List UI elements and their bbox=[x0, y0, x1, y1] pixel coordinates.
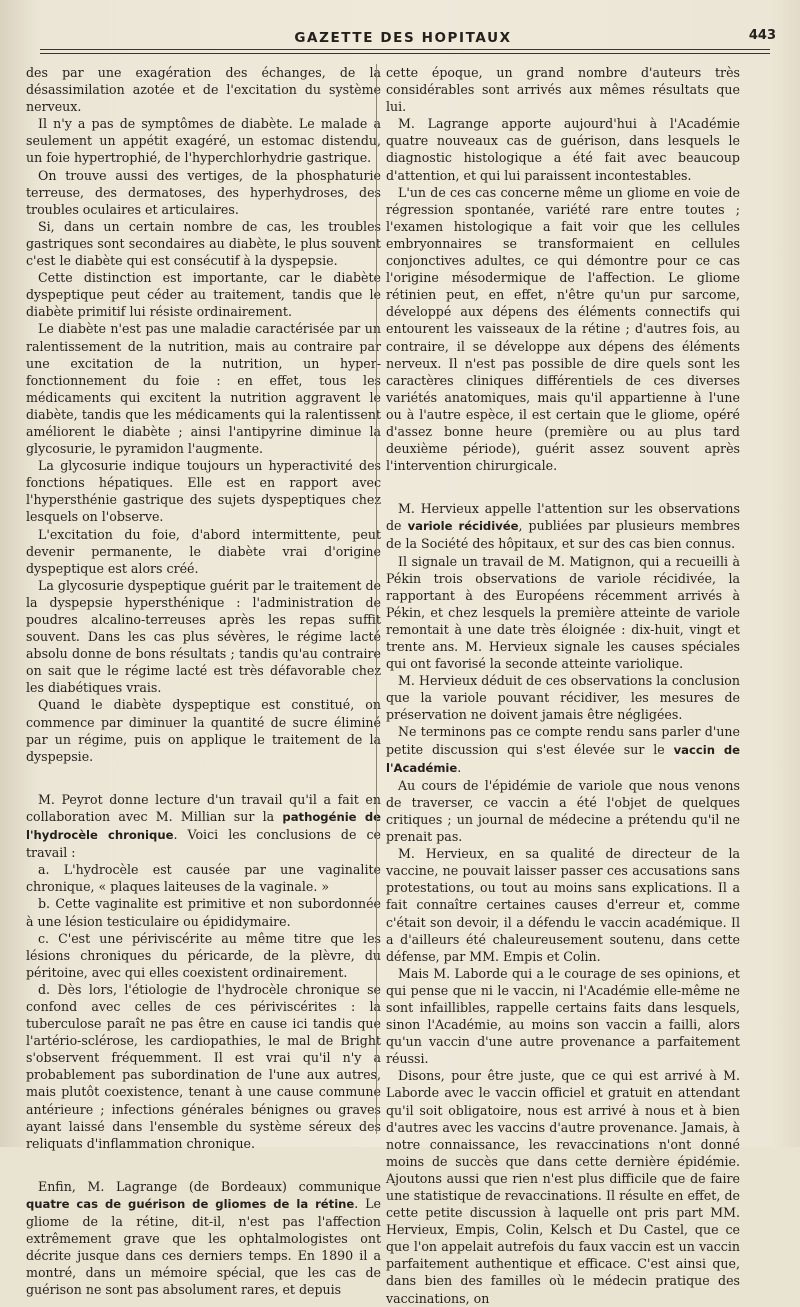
paragraph: La glycosurie dyspeptique guérit par le traitement de la dyspepsie hypersthénique : l'administration de poudres alcalino-terreuses après les repas suffit souvent. Dans les cas plus sévères, le régime lacté absolu donne de bons résultats ; tandis qu'au contraire on sait que le régime lacté est très défavorable chez les diabétiques vrais. bbox=[26, 577, 381, 696]
right-column bbox=[386, 64, 740, 1307]
paragraph-text: . Le gliome de la rétine, dit-il, n'est pas l'affection extrêmement grave que les ophtalmologistes ont décrite jusque dans ces derniers temps. En 1890 il a montré, dans un mémoire spécial, que les cas de guérison ne sont pas absolument rares, et depuis bbox=[26, 1195, 381, 1298]
paragraph: c. C'est une périviscérite au même titre que les lésions chroniques du péricarde, de la plèvre, du péritoine, avec qui elles coexistent ordinairement. bbox=[26, 930, 381, 980]
paragraph-text: . Voici les conclusions de ce travail : bbox=[26, 827, 381, 861]
paragraph: L'excitation du foie, d'abord intermittente, peut devenir permanente, le diabète vrai d'origine dyspeptique est alors créé. bbox=[26, 526, 381, 576]
header-rule-thin bbox=[40, 53, 770, 54]
left-column bbox=[26, 64, 381, 1298]
paragraph-text: Enfin, M. Lagrange (de Bordeaux) communique bbox=[38, 1178, 381, 1194]
paragraph: M. Hervieux déduit de ces observations la conclusion que la variole pouvant récidiver, les mesures de préservation ne doivent jamais être négligées. bbox=[386, 673, 740, 723]
paragraph: des par une exagération des échanges, de la désassimilation azotée et de l'excitation du système nerveux. bbox=[26, 65, 381, 115]
paragraph: b. Cette vaginalite est primitive et non subordonnée à une lésion testiculaire ou épididymaire. bbox=[26, 896, 381, 929]
paragraph-text: , publiées par plusieurs membres de la Société des hôpitaux, et sur des cas bien connus. bbox=[386, 518, 740, 552]
paragraph: La glycosurie indique toujours un hyperactivité des fonctions hépatiques. Elle est en rapport avec l'hypersthénie gastrique des sujets dyspeptiques chez lesquels on l'observe. bbox=[26, 458, 381, 525]
paragraph: Disons, pour être juste, que ce qui est arrivé à M. Laborde avec le vaccin officiel et gratuit en attendant qu'il soit obligatoire, nous est arrivé à nous et à bien d'autres avec les vaccins d'autre provenance. Jamais, à notre connaissance, les revaccinations n'ont donné moins de succès que dans cette dernière épidémie. Ajoutons aussi que rien n'est plus difficile que de faire une statistique de revaccinations. Il résulte en effet, de cette petite discussion à laquelle ont pris part MM. Hervieux, Empis, Colin, Kelsch et Du Castel, que ce que l'on appelait autrefois du faux vaccin est un vaccin parfaitement authentique et efficace. C'est ainsi que, dans bien des familles où le médecin pratique des vaccinations, on bbox=[386, 1068, 740, 1306]
paragraph: Il signale un travail de M. Matignon, qui a recueilli à Pékin trois observations de variole récidivée, la rapportant à des Européens récemment arrivés à Pékin, et chez lesquels la première atteinte de variole remontait à une date très éloignée : dix-huit, vingt et trente ans. M. Hervieux signale les causes spéciales qui ont favorisé la seconde atteinte variolique. bbox=[386, 553, 740, 672]
paragraph: Le diabète n'est pas une maladie caractérisée par un ralentissement de la nutrition, mais au contraire par une excitation de la nutrition, un hyper-fonctionnement du foie : en effet, tous les médicaments qui excitent la nutrition aggravent le diabète, tandis que les médicaments qui la ralentissent améliorent le diabète ; ainsi l'antipyrine diminue la glycosurie, le pyramidon l'augmente. bbox=[26, 321, 381, 457]
paragraph-text: Ne terminons pas ce compte rendu sans parler d'une petite discussion qui s'est élevée sur le bbox=[386, 724, 740, 757]
bold-topic: vaccin de l'Académie bbox=[386, 742, 740, 775]
page-number: 443 bbox=[748, 28, 776, 43]
column-divider bbox=[376, 64, 377, 1134]
bold-topic: quatre cas de guérison de gliomes de la rétine bbox=[26, 1196, 355, 1211]
paragraph: M. Hervieux, en sa qualité de directeur de la vaccine, ne pouvait laisser passer ces accusations sans protestations, ou tout au moins sans explications. Il a fait connaître certaines causes d'erreur et, comme c'était son devoir, il a défendu le vaccin académique. Il a d'ailleurs été chaleureusement soutenu, dans cette défense, par MM. Empis et Colin. bbox=[386, 846, 740, 964]
bold-topic: pathogénie de l'hydrocèle chronique bbox=[26, 809, 381, 843]
paragraph: a. L'hydrocèle est causée par une vaginalite chronique, « plaques laiteuses de la vaginale. » bbox=[26, 862, 381, 895]
paragraph: Si, dans un certain nombre de cas, les troubles gastriques sont secondaires au diabète, le plus souvent c'est le diabète qui est consécutif à la dyspepsie. bbox=[26, 218, 381, 269]
bold-topic: variole récidivée bbox=[407, 519, 519, 534]
paragraph-text: M. Peyrot donne lecture d'un travail qu'il a fait en collaboration avec M. Millian sur la bbox=[26, 791, 381, 824]
paragraph: d. Dès lors, l'étiologie de l'hydrocèle chronique se confond avec celles de ces périviscérites : la tuberculose paraît ne pas être en cause ici tandis que l'artério-sclérose, les cardiopathies, le mal de Bright s'observent fréquemment. Il est vrai qu'il n'y a probablement pas subordination de l'une aux autres, mais plutôt coexistence, tenant à une cause commune antérieure ; infections générales bénignes ou graves ayant laissé dans l'ensemble du système séreux des reliquats d'inflammation chronique. bbox=[26, 981, 381, 1151]
paragraph: L'un de ces cas concerne même un gliome en voie de régression spontanée, variété rare entre toutes ; l'examen histologique a fait voir que les cellules embryonnaires se transformaient en cellules conjonctives adultes, ce qui démontre pour ce cas l'origine mésodermique de l'affection. Le gliome rétinien peut, en effet, n'être qu'un pur sarcome, développé aux dépens des éléments connectifs qui entourent les vaisseaux de la rétine ; d'autres fois, au contraire, il se développe aux dépens des éléments nerveux. Il n'est pas possible de dire quels sont les caractères cliniques différentiels de ces diverses variétés anatomiques, mais qu'il appartienne à l'une ou à l'autre espèce, il est certain que le gliome, opéré d'assez bonne heure (première ou au plus tard deuxième période), guérit assez souvent après l'intervention chirurgicale. bbox=[386, 184, 740, 474]
paragraph: Il n'y a pas de symptômes de diabète. Le malade a seulement un appétit exagéré, un estomac distendu, un foie hypertrophié, de l'hyperchlorhydrie gastrique. bbox=[26, 116, 381, 166]
paragraph: Au cours de l'épidémie de variole que nous venons de traverser, ce vaccin a été l'objet de quelques critiques ; un journal de médecine a prétendu qu'il ne prenait pas. bbox=[386, 777, 740, 845]
paragraph: M. Lagrange apporte aujourd'hui à l'Académie quatre nouveaux cas de guérison, dans lesquels le diagnostic histologique a été fait avec beaucoup d'attention, et qui lui paraissent incontestables. bbox=[386, 116, 740, 183]
paragraph bbox=[386, 723, 740, 776]
paragraph: Cette distinction est importante, car le diabète dyspeptique peut céder au traitement, tandis que le diabète primitif lui résiste ordinairement. bbox=[26, 270, 381, 320]
paragraph: cette époque, un grand nombre d'auteurs très considérables sont arrivés aux mêmes résultats que lui. bbox=[386, 65, 740, 115]
paragraph-text: M. Hervieux appelle l'attention sur les observations de bbox=[386, 501, 740, 534]
paragraph bbox=[386, 500, 740, 552]
paragraph bbox=[26, 1178, 381, 1299]
paragraph: Quand le diabète dyspeptique est constitué, on commence par diminuer la quantité de sucre éliminé par un régime, puis on applique le traitement de la dyspepsie. bbox=[26, 697, 381, 764]
paragraph-text: . bbox=[457, 759, 462, 775]
paragraph: Mais M. Laborde qui a le courage de ses opinions, et qui pense que ni le vaccin, ni l'Académie elle-même ne sont infaillibles, rappelle certains faits dans lesquels, sinon l'Académie, au moins son vaccin a failli, alors qu'un vaccin d'une autre provenance a parfaitement réussi. bbox=[386, 965, 740, 1067]
header-rule bbox=[40, 49, 770, 50]
paragraph bbox=[26, 791, 381, 861]
paragraph: On trouve aussi des vertiges, de la phosphaturie terreuse, des dermatoses, des hyperhydroses, des troubles oculaires et articulaires. bbox=[26, 167, 381, 217]
journal-title: GAZETTE DES HOPITAUX bbox=[294, 30, 512, 46]
